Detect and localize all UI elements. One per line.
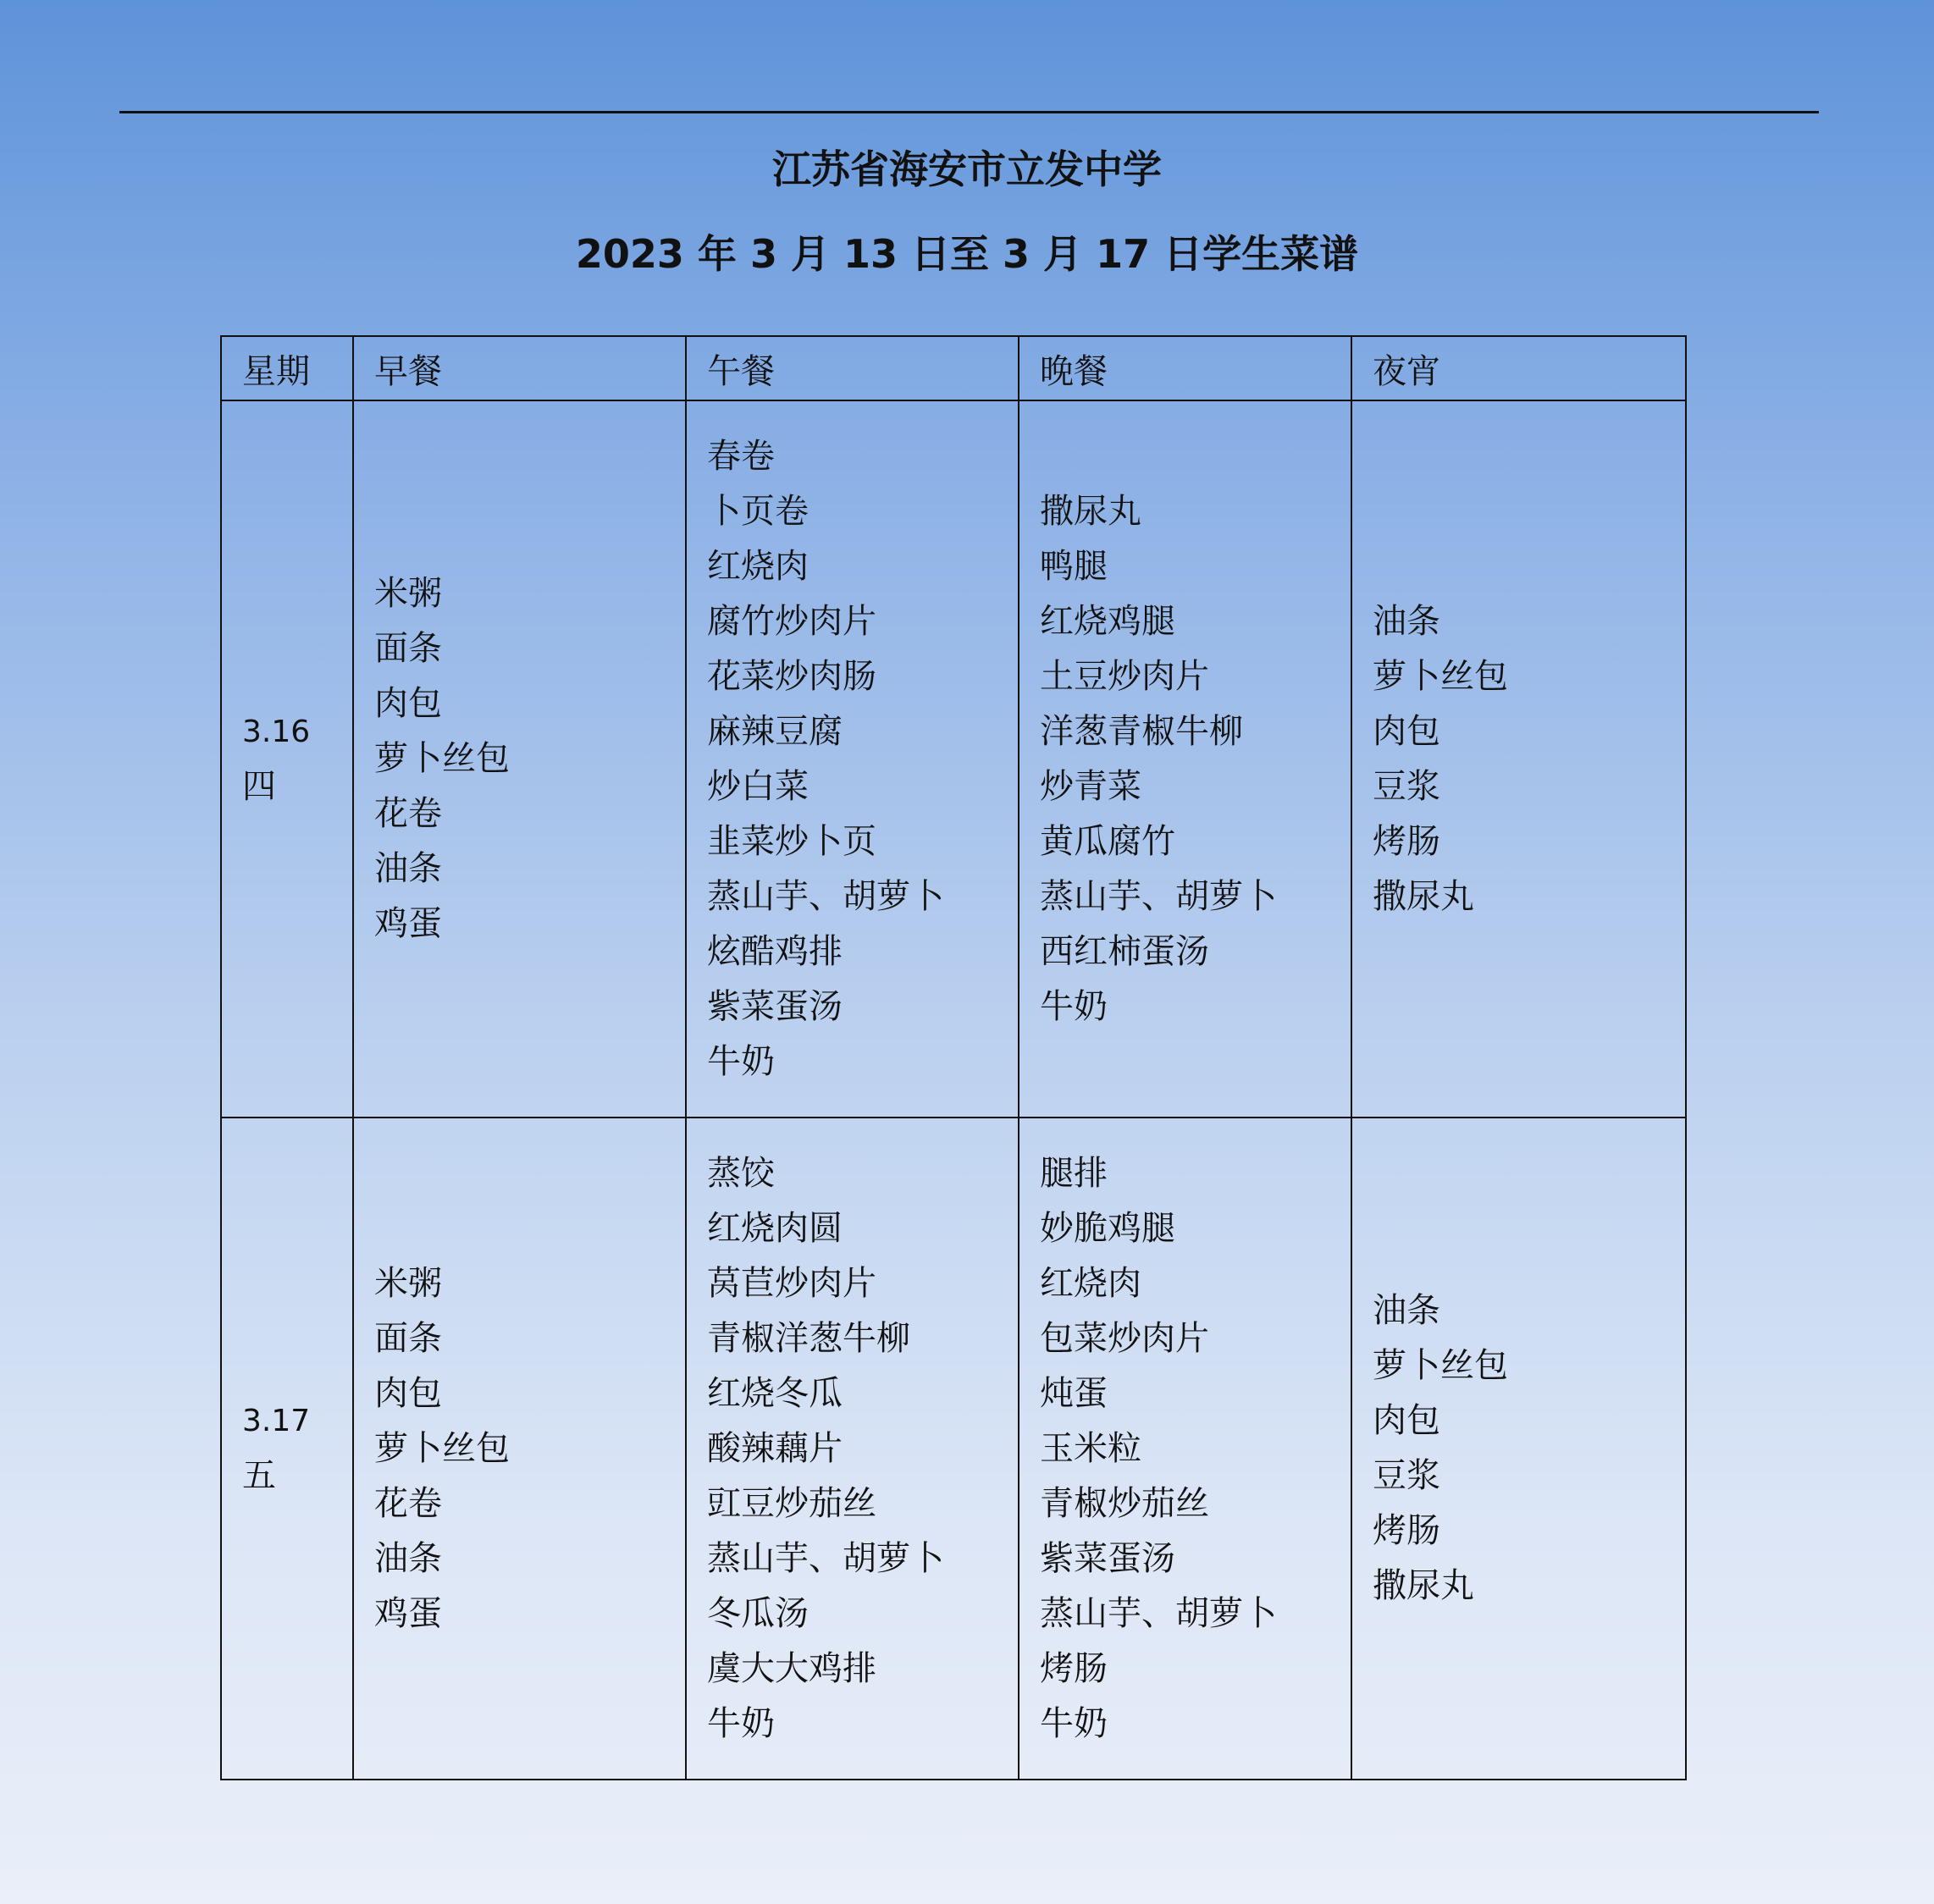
day-cell [221,400,353,1118]
dinner-list [1040,1146,1351,1752]
menu-item: 包菜炒肉片 [1040,1318,1209,1358]
menu-item: 洋葱青椒牛柳 [1040,711,1243,751]
menu-item: 面条 [374,629,442,668]
menu-item: 油条 [374,849,442,888]
menu-item: 肉包 [374,1373,442,1413]
dinner-cell [1019,400,1351,1118]
late-snack-list [1373,594,1685,924]
header-lunch: 午餐 [686,336,1019,400]
menu-item: 紫菜蛋汤 [707,986,843,1026]
lunch-cell [686,1118,1019,1780]
menu-item: 肉包 [1373,1401,1440,1440]
lunch-list [707,1146,1018,1752]
day-cell [221,1118,353,1780]
menu-item: 炫酷鸡排 [707,931,843,971]
menu-item: 花菜炒肉肠 [707,656,876,696]
menu-item: 红烧鸡腿 [1040,601,1175,641]
lunch-cell [686,400,1019,1118]
menu-item: 豆浆 [1373,766,1440,806]
breakfast-cell [353,400,686,1118]
menu-item: 油条 [1373,1291,1440,1330]
menu-item: 豇豆炒茄丝 [707,1483,876,1523]
menu-item: 蒸饺 [707,1153,775,1193]
day-weekday: 五 [242,1456,276,1495]
menu-item: 米粥 [374,1263,442,1303]
menu-item: 红烧肉 [1040,1263,1141,1303]
menu-item: 萝卜丝包 [374,1428,510,1468]
late-snack-list [1373,1283,1685,1614]
menu-item: 莴苣炒肉片 [707,1263,876,1303]
menu-item: 萝卜丝包 [1373,656,1508,696]
table-row [221,400,1686,1118]
dinner-cell [1019,1118,1351,1780]
menu-item: 妙脆鸡腿 [1040,1208,1175,1248]
menu-item: 撒尿丸 [1373,1566,1474,1605]
menu-item: 红烧肉 [707,546,809,586]
menu-item: 腐竹炒肉片 [707,601,876,641]
menu-item: 玉米粒 [1040,1428,1141,1468]
menu-table [220,335,1687,1780]
menu-item: 青椒洋葱牛柳 [707,1318,910,1358]
day-weekday: 四 [242,766,276,806]
menu-item: 萝卜丝包 [374,739,510,778]
menu-item: 酸辣藕片 [707,1428,843,1468]
header-weekday: 星期 [221,336,353,400]
menu-item: 西红柿蛋汤 [1040,931,1209,971]
late-snack-cell [1351,400,1686,1118]
menu-item: 米粥 [374,574,442,613]
table-row [221,1118,1686,1780]
menu-item: 蒸山芋、胡萝卜 [1040,1593,1277,1633]
menu-item: 卜页卷 [707,491,809,531]
menu-item: 韭菜炒卜页 [707,821,876,861]
header-breakfast: 早餐 [353,336,686,400]
menu-item: 炖蛋 [1040,1373,1108,1413]
menu-item: 牛奶 [707,1041,775,1081]
menu-item: 春卷 [707,436,775,476]
breakfast-cell [353,1118,686,1780]
menu-item: 鸡蛋 [374,1593,442,1633]
menu-item: 炒白菜 [707,766,809,806]
menu-item: 撒尿丸 [1040,491,1141,531]
menu-item: 油条 [374,1538,442,1578]
menu-item: 蒸山芋、胡萝卜 [1040,876,1277,916]
menu-item: 牛奶 [1040,1703,1108,1743]
document-title: 2023 年 3 月 13 日至 3 月 17 日学生菜谱 [575,231,1359,277]
menu-item: 炒青菜 [1040,766,1141,806]
menu-item: 豆浆 [1373,1456,1440,1495]
late-snack-cell [1351,1118,1686,1780]
menu-item: 冬瓜汤 [707,1593,809,1633]
menu-item: 蒸山芋、胡萝卜 [707,876,944,916]
school-name: 江苏省海安市立发中学 [772,146,1162,192]
menu-item: 腿排 [1040,1153,1108,1193]
menu-item: 肉包 [374,684,442,723]
menu-item: 红烧冬瓜 [707,1373,843,1413]
menu-item: 红烧肉圆 [707,1208,843,1248]
menu-item: 鸡蛋 [374,904,442,943]
menu-item: 烤肠 [1040,1648,1108,1688]
menu-item: 牛奶 [1040,986,1108,1026]
menu-item: 紫菜蛋汤 [1040,1538,1175,1578]
menu-item: 面条 [374,1318,442,1358]
menu-item: 花卷 [374,794,442,833]
menu-item: 青椒炒茄丝 [1040,1483,1209,1523]
menu-item: 麻辣豆腐 [707,711,843,751]
menu-item: 花卷 [374,1483,442,1523]
day-date: 3.17 [242,1404,311,1438]
breakfast-list [374,566,685,952]
menu-item: 烤肠 [1373,821,1440,861]
header-row [221,336,1686,400]
menu-item: 油条 [1373,601,1440,641]
menu-item: 虞大大鸡排 [707,1648,876,1688]
header-late-snack: 夜宵 [1351,336,1686,400]
menu-item: 鸭腿 [1040,546,1108,586]
menu-item: 撒尿丸 [1373,876,1474,916]
menu-item: 土豆炒肉片 [1040,656,1209,696]
breakfast-list [374,1256,685,1642]
menu-item: 蒸山芋、胡萝卜 [707,1538,944,1578]
dinner-list [1040,484,1351,1035]
header-rule [119,111,1819,113]
day-date: 3.16 [242,714,311,749]
lunch-list [707,429,1018,1090]
menu-item: 烤肠 [1373,1511,1440,1550]
menu-item: 萝卜丝包 [1373,1346,1508,1385]
header-dinner: 晚餐 [1019,336,1351,400]
menu-item: 肉包 [1373,711,1440,751]
menu-item: 牛奶 [707,1703,775,1743]
menu-item: 黄瓜腐竹 [1040,821,1175,861]
